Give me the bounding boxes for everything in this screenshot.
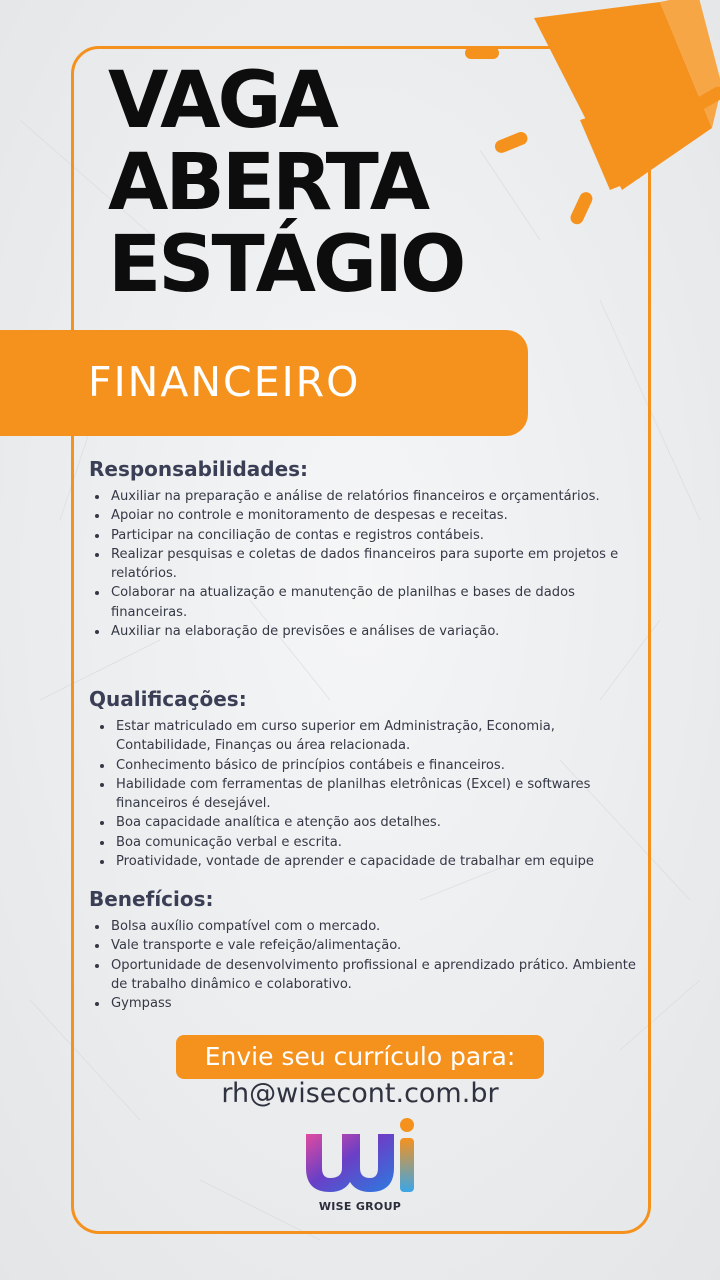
list-item: • Oportunidade de desenvolvimento profissional e aprendizado prático. Ambiente de trabalho dinâmico e colaborativo. (109, 956, 649, 995)
list-item: • Colaborar na atualização e manutenção de planilhas e bases de dados financeiras. (109, 583, 649, 622)
send-cv-banner: Envie seu currículo para: (176, 1035, 544, 1079)
role-title: FINANCEIRO (88, 358, 361, 406)
responsibilities-section (89, 457, 649, 641)
list-item: • Boa comunicação verbal e escrita. (114, 833, 649, 852)
contact-email-link[interactable]: rh@wisecont.com.br (221, 1078, 499, 1109)
list-item: • Estar matriculado em curso superior em Administração, Economia, Contabilidade, Finanças ou área relacionada. (114, 717, 649, 756)
list-item: • Bolsa auxílio compatível com o mercado. (109, 917, 649, 936)
qualifications-section (89, 687, 649, 871)
list-item: • Conhecimento básico de princípios contábeis e financeiros. (114, 756, 649, 775)
qualifications-title: Qualificações: (89, 687, 247, 711)
list-item: • Realizar pesquisas e coletas de dados financeiros para suporte em projetos e relatórios. (109, 545, 649, 584)
megaphone-icon (460, 0, 720, 250)
list-item: • Apoiar no controle e monitoramento de despesas e receitas. (109, 506, 649, 525)
responsibilities-list (89, 487, 649, 641)
logo-text: WISE GROUP (318, 1200, 402, 1213)
list-item: • Participar na conciliação de contas e registros contábeis. (109, 526, 649, 545)
wise-group-logo-icon (298, 1116, 422, 1196)
benefits-list (89, 917, 649, 1013)
role-banner (0, 330, 528, 436)
headline (108, 56, 464, 310)
headline-line-1: VAGA (108, 56, 336, 146)
benefits-section (89, 887, 649, 1013)
headline-line-2: ABERTA (108, 138, 428, 228)
list-item: • Boa capacidade analítica e atenção aos detalhes. (114, 813, 649, 832)
list-item: • Auxiliar na preparação e análise de relatórios financeiros e orçamentários. (109, 487, 649, 506)
list-item: • Gympass (109, 994, 649, 1013)
list-item: • Vale transporte e vale refeição/alimentação. (109, 936, 649, 955)
qualifications-list (89, 717, 649, 871)
benefits-title: Benefícios: (89, 887, 214, 911)
responsibilities-title: Responsabilidades: (89, 457, 309, 481)
headline-line-3: ESTÁGIO (108, 220, 464, 310)
list-item: • Auxiliar na elaboração de previsões e análises de variação. (109, 622, 649, 641)
list-item: • Proatividade, vontade de aprender e capacidade de trabalhar em equipe (114, 852, 649, 871)
list-item: • Habilidade com ferramentas de planilhas eletrônicas (Excel) e softwares financeiros é desejável. (114, 775, 649, 814)
